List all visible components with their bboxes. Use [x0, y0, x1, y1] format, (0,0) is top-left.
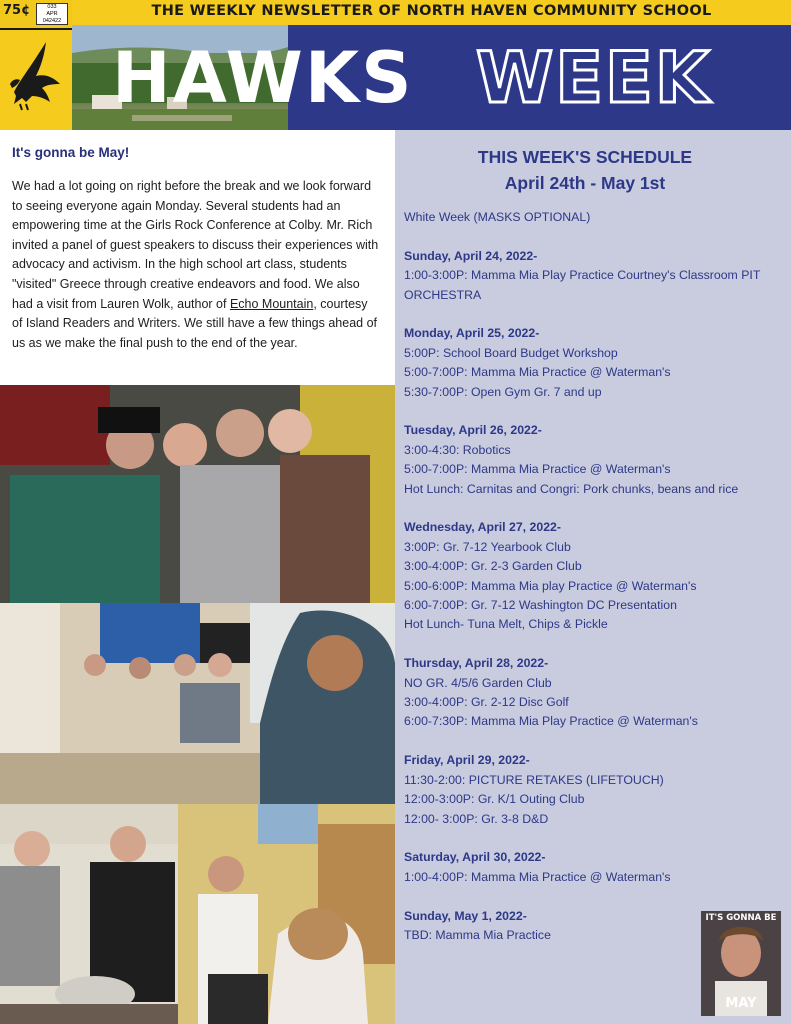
article-body	[12, 177, 380, 353]
day-heading: Sunday, April 24, 2022-	[404, 248, 538, 263]
event-item: 6:00-7:00P: Gr. 7-12 Washington DC Presentation	[404, 598, 677, 613]
event-item: NO GR. 4/5/6 Garden Club	[404, 675, 552, 690]
title-week: WEEK	[476, 37, 712, 119]
event-item: 1:00-4:00P: Mamma Mia Practice @ Waterman's	[404, 869, 671, 884]
event-item: 3:00-4:00P: Gr. 2-3 Garden Club	[404, 559, 582, 574]
event-item: 12:00- 3:00P: Gr. 3-8 D&D	[404, 811, 549, 826]
article-text-1: We had a lot going on right before the break and we look forward to seeing everyone again Monday. Several students had an empowering time at the Girls Rock Conference at Colby. Mr. Rich invited a panel of guest speakers to discuss their experiences with advocacy and activism. In the high school art class, students "visited" Greece through creative endeavors and food. We also had a visit from Lauren Wolk, author of	[12, 179, 379, 311]
schedule-title-line1: THIS WEEK'S SCHEDULE	[477, 147, 693, 167]
newsletter-tagline: THE WEEKLY NEWSLETTER OF NORTH HAVEN COMMUNITY SCHOOL	[151, 3, 712, 19]
day-heading: Wednesday, April 27, 2022-	[404, 520, 561, 535]
event-item: Hot Lunch- Tuna Melt, Chips & Pickle	[404, 617, 608, 632]
meme-bottom-text: MAY	[725, 996, 757, 1011]
issue-number: 033	[47, 4, 57, 10]
day-heading: Monday, April 25, 2022-	[404, 326, 540, 341]
photo-students-cooking	[0, 804, 178, 1024]
event-item: 11:30-2:00: PICTURE RETAKES (LIFETOUCH)	[404, 772, 664, 787]
schedule-day	[404, 421, 784, 499]
schedule-day	[404, 751, 784, 829]
event-item: 5:00P: School Board Budget Workshop	[404, 345, 618, 360]
schedule-date-range: April 24th - May 1st	[504, 173, 666, 193]
day-heading: Saturday, April 30, 2022-	[404, 850, 546, 865]
event-item: 3:00-4:00P: Gr. 2-12 Disc Golf	[404, 695, 569, 710]
issue-label	[36, 3, 68, 25]
title-hawks: HAWKS	[112, 37, 414, 119]
event-item: TBD: Mamma Mia Practice	[404, 927, 551, 942]
event-item: 6:00-7:30P: Mamma Mia Play Practice @ Waterman's	[404, 714, 698, 729]
schedule-day	[404, 324, 784, 402]
event-item: 5:00-7:00P: Mamma Mia Practice @ Waterman's	[404, 462, 671, 477]
day-heading: Thursday, April 28, 2022-	[404, 656, 549, 671]
meme-top-text: IT'S GONNA BE	[705, 913, 777, 923]
event-item: 5:00-7:00P: Mamma Mia Practice @ Waterman's	[404, 365, 671, 380]
day-heading: Sunday, May 1, 2022-	[404, 908, 527, 923]
photo-author-visit	[178, 804, 395, 1024]
hawk-icon	[0, 30, 72, 130]
event-item: 12:00-3:00P: Gr. K/1 Outing Club	[404, 792, 585, 807]
schedule-day	[404, 518, 784, 634]
event-item: 3:00P: Gr. 7-12 Yearbook Club	[404, 539, 571, 554]
schedule-body	[404, 208, 784, 965]
schedule-day	[404, 654, 784, 732]
issue-month: APR	[46, 11, 58, 17]
issue-date: 042422	[42, 18, 62, 24]
article-title: It's gonna be May!	[12, 145, 130, 160]
schedule-title	[395, 144, 775, 196]
price: 75¢	[3, 3, 31, 18]
article-text-2: , courtesy of Island Readers and Writers. We still have a few things ahead of us as we make the final push to the end of the year.	[12, 296, 378, 350]
event-item: 5:30-7:00P: Open Gym Gr. 7 and up	[404, 384, 602, 399]
photo-students-group	[0, 385, 395, 603]
day-heading: Tuesday, April 26, 2022-	[404, 423, 542, 438]
photo-panel-discussion	[0, 603, 395, 804]
schedule-day	[404, 848, 784, 887]
hawk-logo	[0, 28, 72, 130]
schedule-note: White Week (MASKS OPTIONAL)	[404, 210, 591, 224]
book-link[interactable]: Echo Mountain	[229, 296, 314, 311]
event-item: 1:00-3:00P: Mamma Mia Play Practice Courtney's Classroom PIT ORCHESTRA	[404, 268, 761, 302]
day-heading: Friday, April 29, 2022-	[404, 753, 530, 768]
event-item: 5:00-6:00P: Mamma Mia play Practice @ Waterman's	[404, 578, 697, 593]
schedule-day	[404, 247, 784, 305]
event-item: Hot Lunch: Carnitas and Congri: Pork chunks, beans and rice	[404, 481, 739, 496]
event-item: 3:00-4:30: Robotics	[404, 442, 511, 457]
